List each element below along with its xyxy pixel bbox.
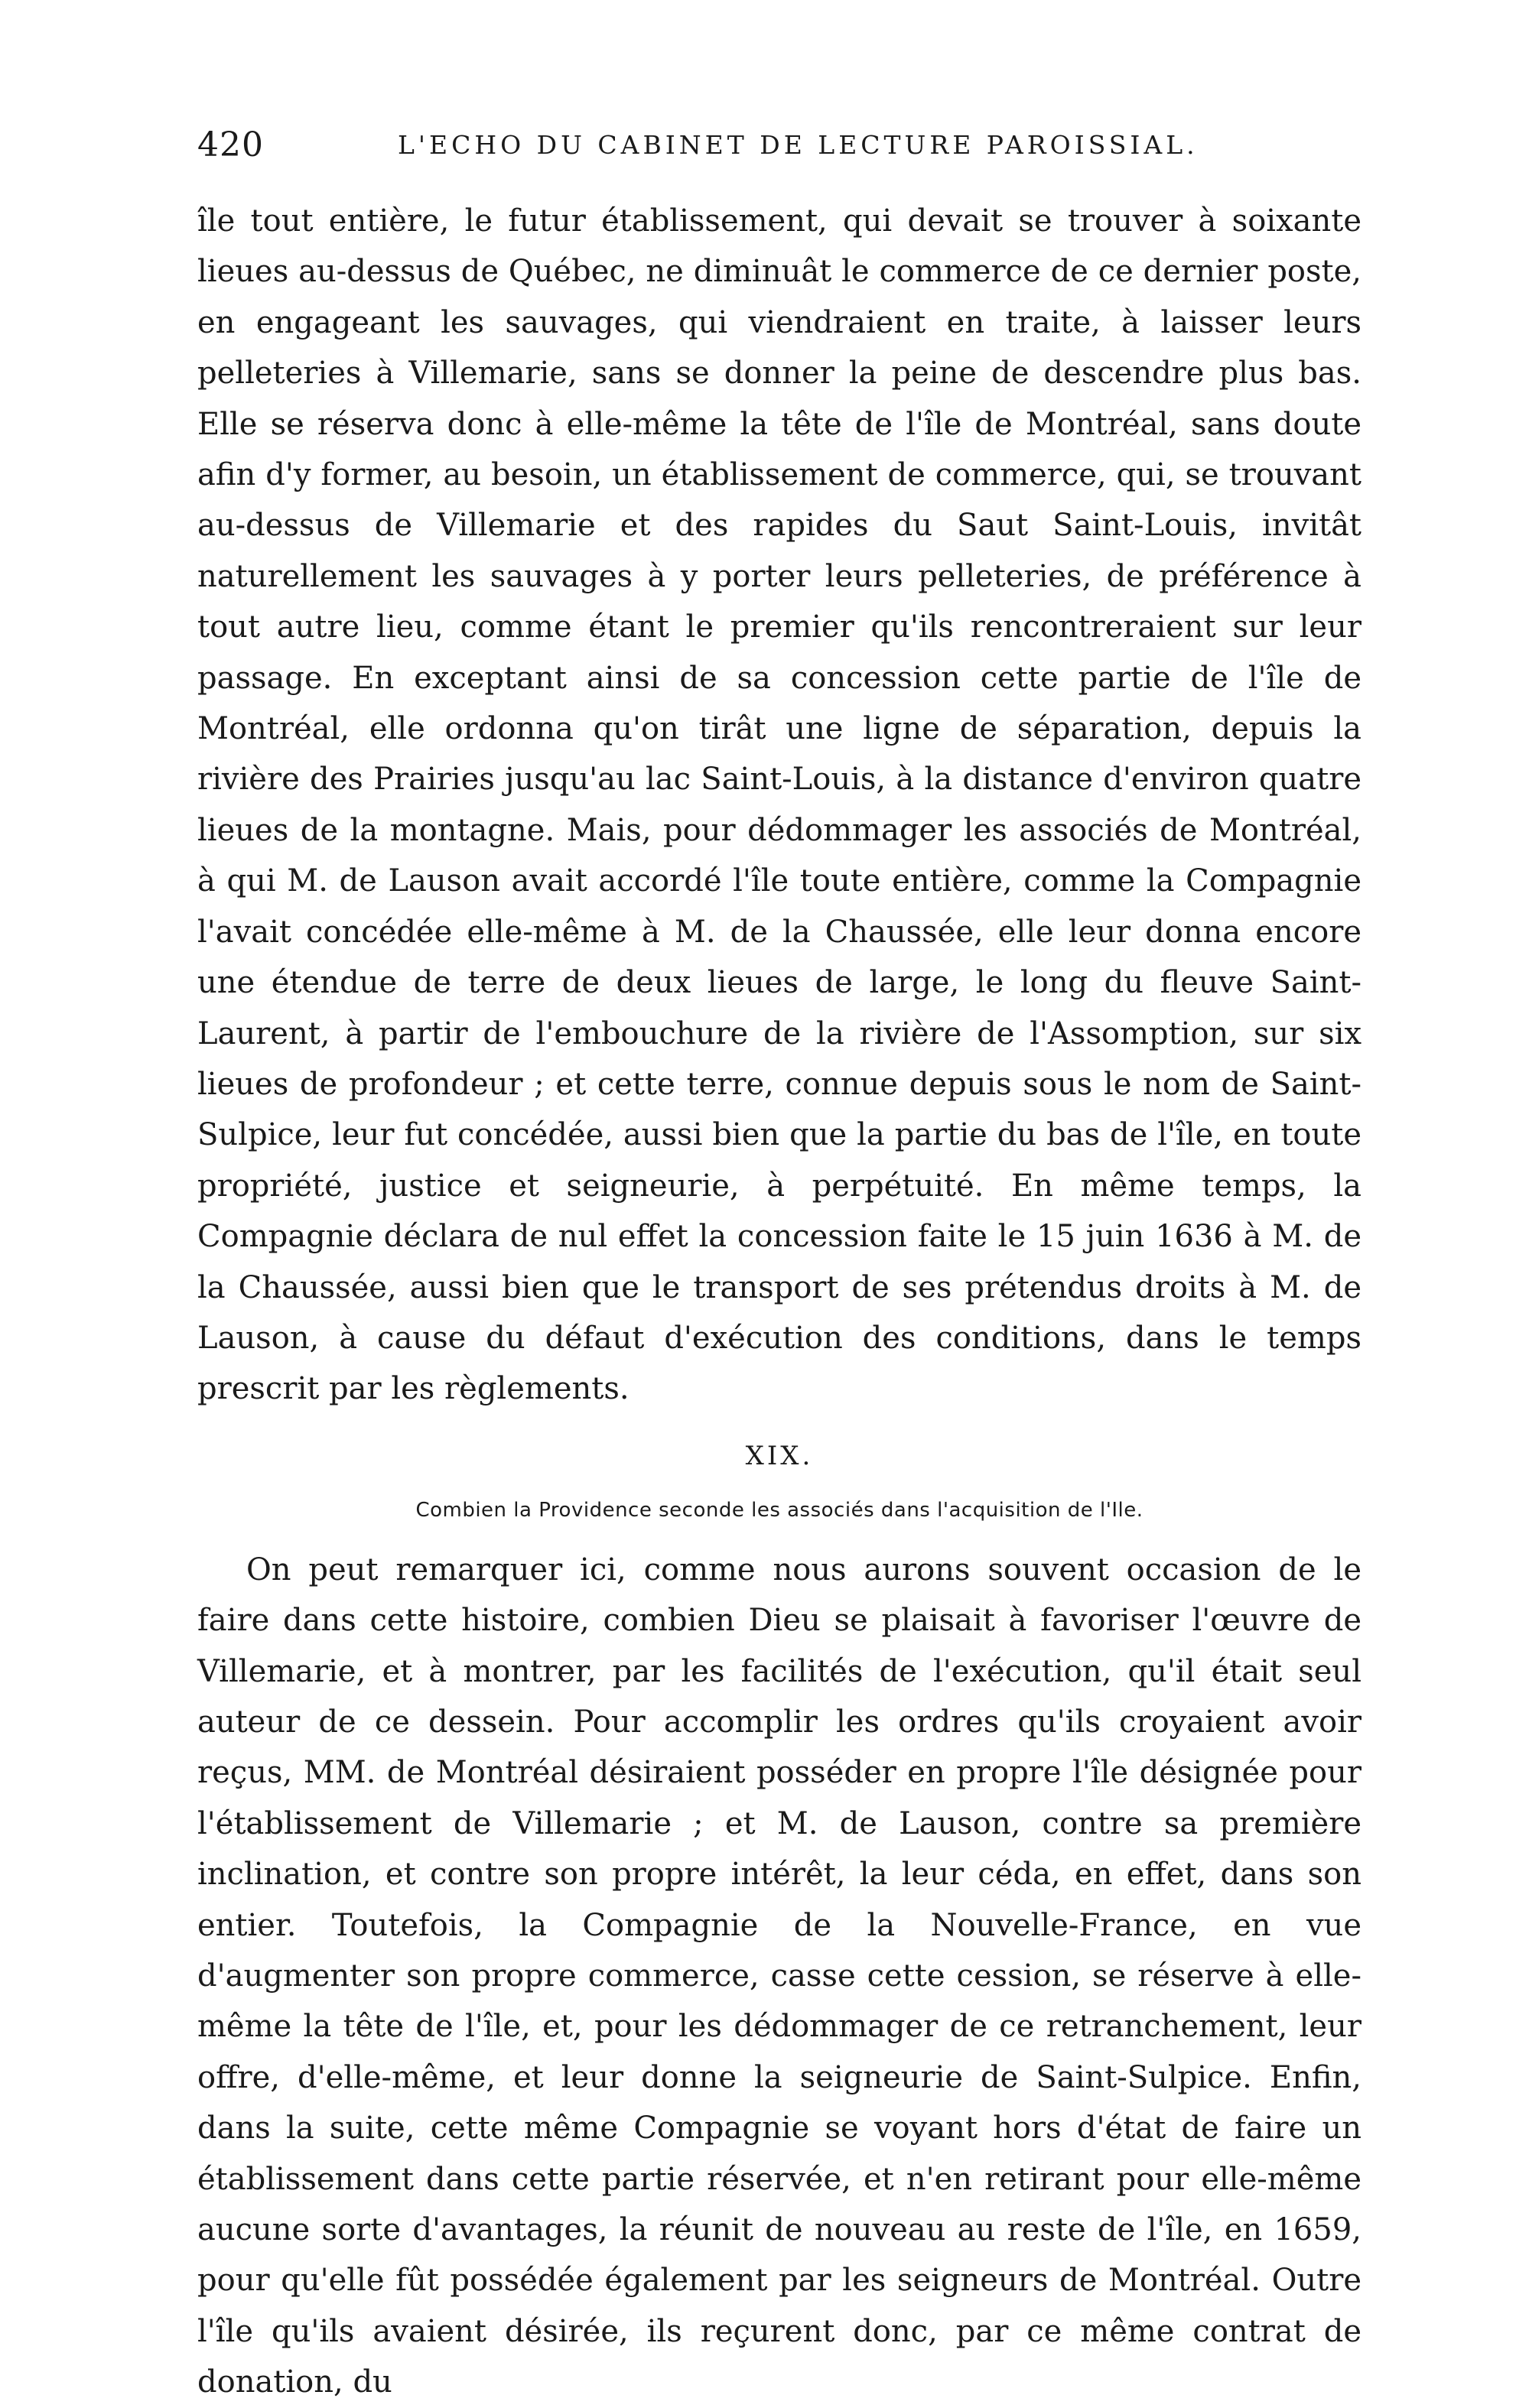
running-title: L'ECHO DU CABINET DE LECTURE PAROISSIAL. [398, 130, 1199, 160]
section-heading: Combien la Providence seconde les associés dans l'acquisition de l'Ile. [415, 1498, 1143, 1522]
body-paragraph-continued: île tout entière, le futur établissement, qui devait se trouver à soixante lieues au-dessus de Québec, ne diminuât le commerce de ce dernier poste, en engageant les sauvages, qui viendraient en traite, à laisser leurs pelleteries à Villemarie, sans se donner la peine de descendre plus bas. Elle se réserva donc à elle-même la tête de l'île de Montréal, sans doute afin d'y former, au besoin, un établissement de commerce, qui, se trouvant au-dessus de Villemarie et des rapides du Saut Saint-Louis, invitât naturellement les sauvages à y porter leurs pelleteries, de préférence à tout autre lieu, comme étant le premier qu'ils rencontreraient sur leur passage. En exceptant ainsi de sa concession cette partie de l'île de Montréal, elle ordonna qu'on tirât une ligne de séparation, depuis la rivière des Prairies jusqu'au lac Saint-Louis, à la distance d'environ quatre lieues de la montagne. Mais, pour dédommager les associés de Montréal, à qui M. de Lauson avait accordé l'île toute entière, comme la Compagnie l'avait concédée elle-même à M. de la Chaussée, elle leur donna encore une étendue de terre de deux lieues de large, le long du fleuve Saint-Laurent, à partir de l'embouchure de la rivière de l'Assomption, sur six lieues de profondeur ; et cette terre, connue depuis sous le nom de Saint-Sulpice, leur fut concédée, aussi bien que la partie du bas de l'île, en toute propriété, justice et seigneurie, à perpétuité. En même temps, la Compagnie déclara de nul effet la concession faite le 15 juin 1636 à M. de la Chaussée, aussi bien que le transport de ses prétendus droits à M. de Lauson, à cause du défaut d'exécution des conditions, dans le temps prescrit par les règlements. [197, 203, 1361, 1407]
body-paragraph: On peut remarquer ici, comme nous aurons souvent occasion de le faire dans cette histoire, combien Dieu se plaisait à favoriser l'œuvre de Villemarie, et à montrer, par les facilités de l'exécution, qu'il était seul auteur de ce dessein. Pour accomplir les ordres qu'ils croyaient avoir reçus, MM. de Montréal désiraient posséder en propre l'île désignée pour l'établissement de Villemarie ; et M. de Lauson, contre sa première inclination, et contre son propre intérêt, la leur céda, en effet, dans son entier. Toutefois, la Compagnie de la Nouvelle-France, en vue d'augmenter son propre commerce, casse cette cession, se réserve à elle-même la tête de l'île, et, pour les dédommager de ce retranchement, leur offre, d'elle-même, et leur donne la seigneurie de Saint-Sulpice. Enfin, dans la suite, cette même Compagnie se voyant hors d'état de faire un établissement dans cette partie réservée, et n'en retirant pour elle-même aucune sorte d'avantages, la réunit de nouveau au reste de l'île, en 1659, pour qu'elle fût possédée également par les seigneurs de Montréal. Outre l'île qu'ils avaient désirée, ils reçurent donc, par ce même contrat de donation, du [197, 1552, 1361, 2400]
section-number: XIX. [745, 1440, 814, 1471]
running-head [197, 115, 1361, 176]
page [197, 115, 1361, 2408]
page-number: 420 [197, 125, 264, 164]
